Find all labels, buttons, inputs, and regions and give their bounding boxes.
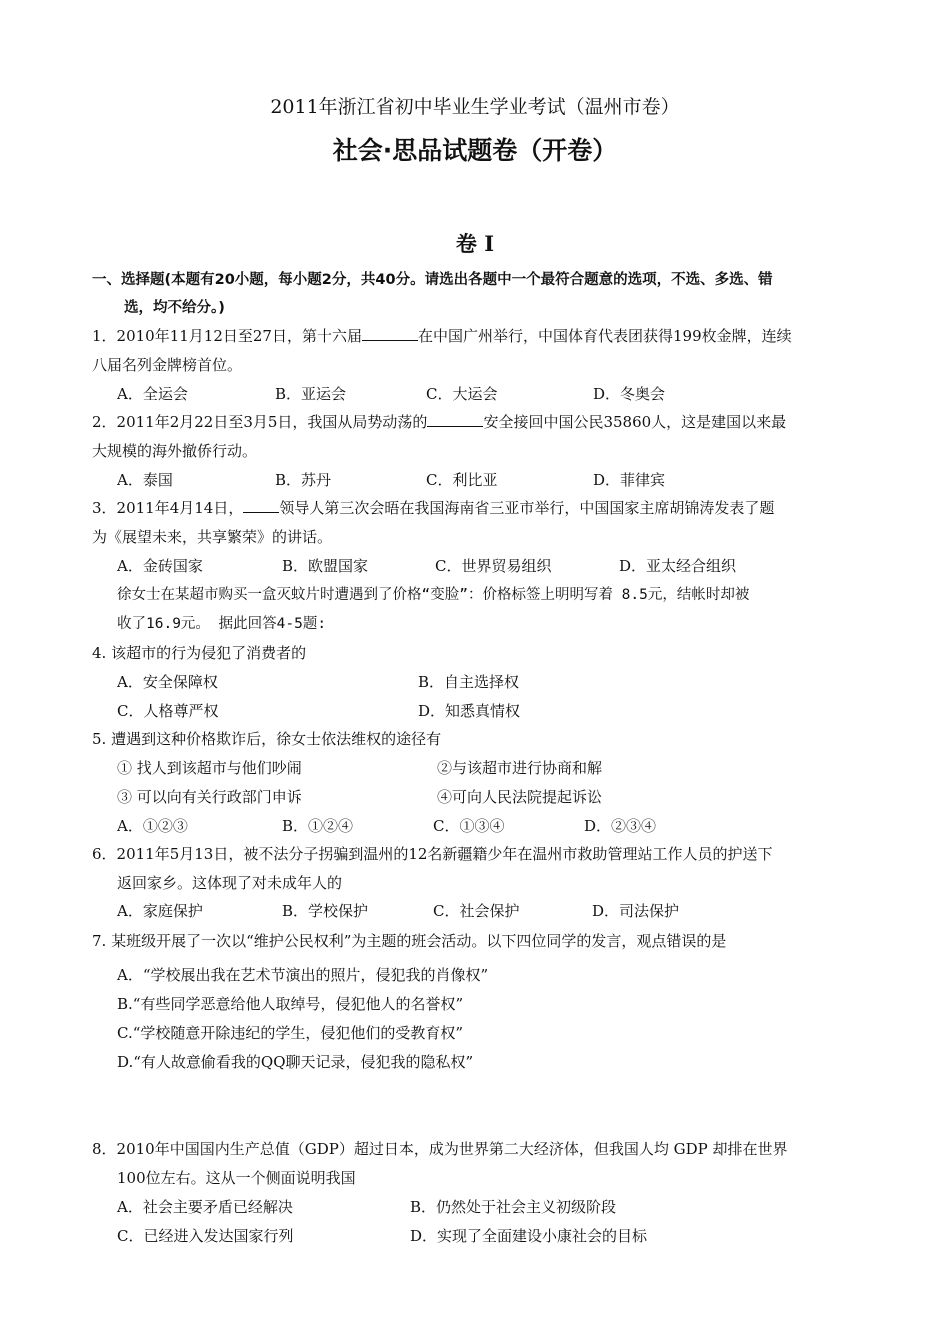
question-7-option-a: A．“学校展出我在艺术节演出的照片，侵犯我的肖像权”	[117, 966, 489, 984]
question-2-stem-after: 安全接回中国公民35860人，这是建国以来最	[483, 413, 787, 431]
question-5-stem: 5. 遭遇到这种价格欺诈后，徐女士依法维权的途径有	[92, 730, 442, 748]
question-1-option-a: A．全运会	[117, 385, 188, 403]
question-5-option-d: D．②③④	[584, 817, 657, 835]
question-1-stem-after: 在中国广州举行，中国体育代表团获得199枚金牌，连续	[417, 327, 792, 345]
question-2-option-c: C．利比亚	[426, 471, 498, 489]
question-3-option-b: B．欧盟国家	[282, 557, 369, 575]
question-7-option-c: C.“学校随意开除违纪的学生，侵犯他们的受教育权”	[117, 1024, 464, 1042]
question-3-option-c: C．世界贸易组织	[435, 557, 552, 575]
question-8-stem-line1: 8．2010年中国国内生产总值（GDP）超过日本，成为世界第二大经济体，但我国人均 GDP 却排在世界	[92, 1140, 788, 1158]
question-5-item-4: ④可向人民法院提起诉讼	[437, 788, 603, 806]
question-4-option-a: A．安全保障权	[117, 673, 218, 691]
question-5-item-1: ① 找人到该超市与他们吵闹	[117, 759, 302, 777]
question-5-item-2: ②与该超市进行协商和解	[437, 759, 603, 777]
question-4-option-b: B．自主选择权	[418, 673, 520, 691]
question-7-option-d: D.“有人故意偷看我的QQ聊天记录，侵犯我的隐私权”	[117, 1053, 474, 1071]
question-6-option-a: A．家庭保护	[117, 902, 203, 920]
question-5-option-b: B．①②④	[282, 817, 354, 835]
question-3-option-d: D．亚太经合组织	[619, 557, 737, 575]
question-3-blank	[243, 498, 279, 513]
question-4-option-d: D．知悉真情权	[418, 702, 521, 720]
question-6-stem-line1: 6．2011年5月13日，被不法分子拐骗到温州的12名新疆籍少年在温州市救助管理站工作人员的护送下	[92, 845, 773, 863]
question-1-option-d: D．冬奥会	[593, 385, 666, 403]
question-6-option-c: C．社会保护	[433, 902, 520, 920]
question-2-stem	[92, 412, 786, 432]
volume-heading: 卷 I	[455, 231, 495, 256]
question-8-option-d: D．实现了全面建设小康社会的目标	[410, 1227, 648, 1245]
question-3-option-a: A．金砖国家	[117, 557, 203, 575]
question-2-option-a: A．泰国	[117, 471, 173, 489]
question-3-stem-before: 3．2011年4月14日，	[92, 499, 244, 517]
question-2-option-d: D．菲律宾	[593, 471, 666, 489]
question-8-option-b: B．仍然处于社会主义初级阶段	[410, 1198, 617, 1216]
section-instruction-line2: 选，均不给分。)	[124, 300, 225, 316]
section-instruction-line1: 一、选择题(本题有20小题，每小题2分，共40分。请选出各题中一个最符合题意的选项，不选、多选、错	[92, 272, 773, 288]
paper-title: 社会·思品试题卷（开卷）	[332, 136, 618, 165]
question-8-option-c: C．已经进入发达国家行列	[117, 1227, 294, 1245]
question-2-option-b: B．苏丹	[275, 471, 332, 489]
question-4-stem: 4. 该超市的行为侵犯了消费者的	[92, 644, 307, 662]
question-2-stem-before: 2．2011年2月22日至3月5日，我国从局势动荡的	[92, 413, 428, 431]
question-1-stem	[92, 326, 792, 346]
question-3-stem	[92, 498, 774, 518]
question-4-option-c: C．人格尊严权	[117, 702, 219, 720]
material-4-5-line2: 收了16.9元。 据此回答4-5题:	[117, 616, 327, 632]
material-4-5-line1: 徐女士在某超市购买一盒灭蚊片时遭遇到了价格“变脸”：价格标签上明明写着 8.5元，结帐时却被	[117, 587, 750, 603]
question-8-stem-line2: 100位左右。这从一个侧面说明我国	[117, 1169, 356, 1187]
question-5-option-a: A．①②③	[117, 817, 188, 835]
question-6-stem-line2: 返回家乡。这体现了对未成年人的	[117, 874, 343, 892]
question-8-option-a: A．社会主要矛盾已经解决	[117, 1198, 293, 1216]
question-5-option-c: C．①③④	[433, 817, 505, 835]
exam-title: 2011年浙江省初中毕业生学业考试（温州市卷）	[270, 96, 680, 118]
question-1-stem-before: 1．2010年11月12日至27日，第十六届	[92, 327, 362, 345]
question-7-stem: 7. 某班级开展了一次以“维护公民权利”为主题的班会活动。以下四位同学的发言，观点错误的是	[92, 932, 727, 950]
question-5-item-3: ③ 可以向有关行政部门申诉	[117, 788, 302, 806]
question-1-option-c: C．大运会	[426, 385, 498, 403]
question-7-option-b: B.“有些同学恶意给他人取绰号，侵犯他人的名誉权”	[117, 995, 464, 1013]
question-1-blank	[362, 326, 418, 341]
question-1-option-b: B．亚运会	[275, 385, 347, 403]
question-2-blank	[427, 412, 483, 427]
question-3-stem-line2: 为《展望未来，共享繁荣》的讲话。	[92, 528, 333, 546]
question-2-stem-line2: 大规模的海外撤侨行动。	[92, 442, 258, 460]
question-1-stem-line2: 八届名列金牌榜首位。	[92, 356, 243, 374]
question-6-option-d: D．司法保护	[592, 902, 680, 920]
question-6-option-b: B．学校保护	[282, 902, 369, 920]
question-3-stem-after: 领导人第三次会晤在我国海南省三亚市举行，中国国家主席胡锦涛发表了题	[279, 499, 775, 517]
